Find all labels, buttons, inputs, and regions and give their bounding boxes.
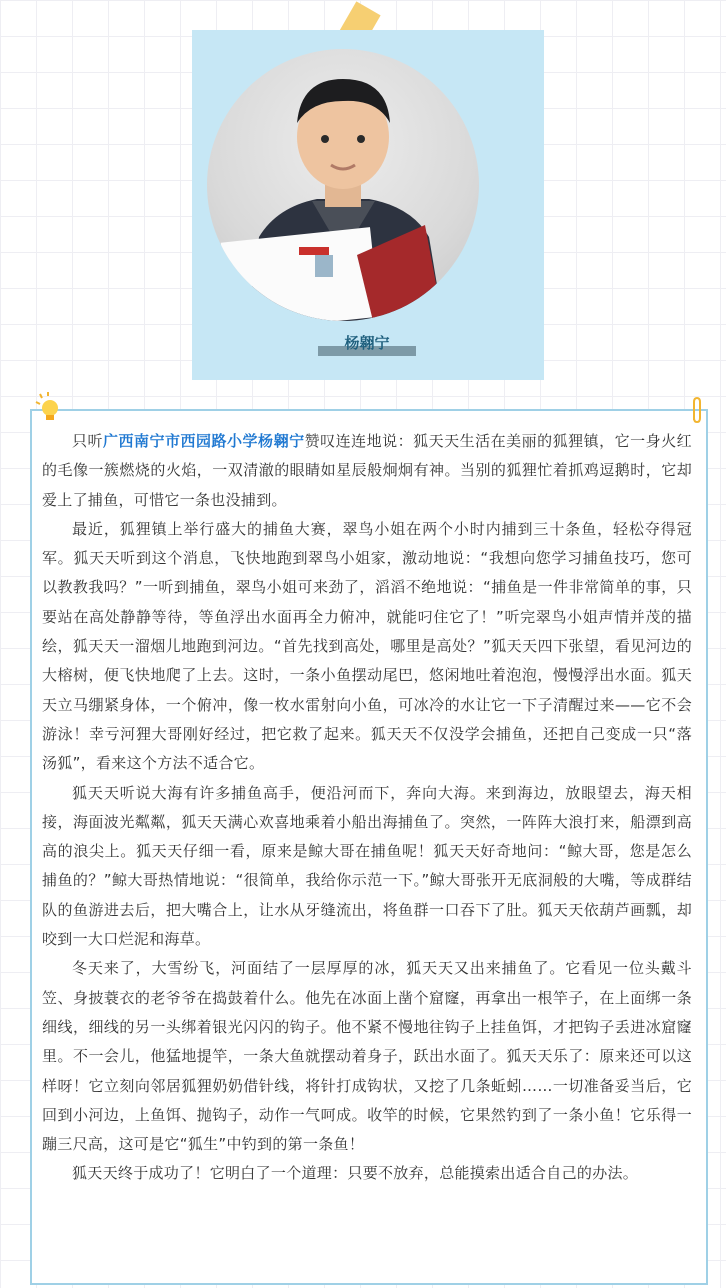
student-name: 杨翱宁 xyxy=(344,334,390,352)
paragraph-3: 狐天天听说大海有许多捕鱼高手，便沿河而下，奔向大海。来到海边，放眼望去，海天相接，海面波光粼粼，狐天天满心欢喜地乘着小船出海捕鱼了。突然，一阵阵大浪打来，船漂到高高的浪尖上。狐天天仔细一看，原来是鲸大哥在捕鱼呢！狐天天好奇地问：“鲸大哥，您是怎么捕鱼的？”鲸大哥热情地说：“很简单，我给你示范一下。”鲸大哥张开无底洞般的大嘴，等成群结队的鱼游进去后，把大嘴合上，让水从牙缝流出，将鱼群一口吞下了肚。狐天天依葫芦画瓢，却咬到一大口烂泥和海草。 xyxy=(42,783,692,949)
paperclip-icon xyxy=(690,396,704,424)
paragraph-1: 只听广西南宁市西园路小学杨翱宁赞叹连连地说：狐天天生活在美丽的狐狸镇，它一身火红的毛像一簇燃烧的火焰，一双清澈的眼睛如星辰般炯炯有神。当别的狐狸忙着抓鸡逗鹅时，它却爱上了捕鱼，可惜它一条也没捕到。 xyxy=(42,432,692,509)
author-highlight: 广西南宁市西园路小学杨翱宁 xyxy=(103,432,305,450)
paragraph-4: 冬天来了，大雪纷飞，河面结了一层厚厚的冰，狐天天又出来捕鱼了。它看见一位头戴斗笠、身披蓑衣的老爷爷在捣鼓着什么。他先在冰面上凿个窟窿，再拿出一根竿子，在上面绑一条细线，细线的另一头绑着银光闪闪的钩子。他不紧不慢地往钩子上挂鱼饵，才把钩子丢进冰窟窿里。不一会儿，他猛地提竿，一条大鱼就摆动着身子，跃出水面了。狐天天乐了：原来还可以这样呀！它立刻向邻居狐狸奶奶借针线，将针打成钩状，又挖了几条蚯蚓……一切准备妥当后，它回到小河边，上鱼饵、抛钩子，动作一气呵成。收竿的时候，它果然钓到了一条小鱼！它乐得一蹦三尺高，这可是它“狐生”中钓到的第一条鱼！ xyxy=(42,959,692,1154)
lightbulb-icon xyxy=(34,392,62,424)
student-photo xyxy=(207,49,479,321)
paragraph-2: 最近，狐狸镇上举行盛大的捕鱼大赛，翠鸟小姐在两个小时内捕到三十条鱼，轻松夺得冠军。狐天天听到这个消息，飞快地跑到翠鸟小姐家，激动地说：“我想向您学习捕鱼技巧，您可以教教我吗？”一听到捕鱼，翠鸟小姐可来劲了，滔滔不绝地说：“捕鱼是一件非常简单的事，只要站在高处静静等待，等鱼浮出水面再全力俯冲，就能叼住它了！”听完翠鸟小姐声情并茂的描绘，狐天天一溜烟儿地跑到河边。“首先找到高处，哪里是高处？”狐天天四下张望，看见河边的大榕树，便飞快地爬了上去。这时，一条小鱼摆动尾巴，悠闲地吐着泡泡，慢慢浮出水面。狐天天立马绷紧身体，一个俯冲，像一枚水雷射向小鱼，可冰冷的水让它一下子清醒过来——它不会游泳！幸亏河狸大哥刚好经过，把它救了起来。狐天天不仅没学会捕鱼，还把自己变成一只“落汤狐”，看来这个方法不适合它。 xyxy=(42,519,692,773)
article-body xyxy=(42,427,692,1189)
paragraph-5: 狐天天终于成功了！它明白了一个道理：只要不放弃，总能摸索出适合自己的办法。 xyxy=(72,1164,639,1183)
